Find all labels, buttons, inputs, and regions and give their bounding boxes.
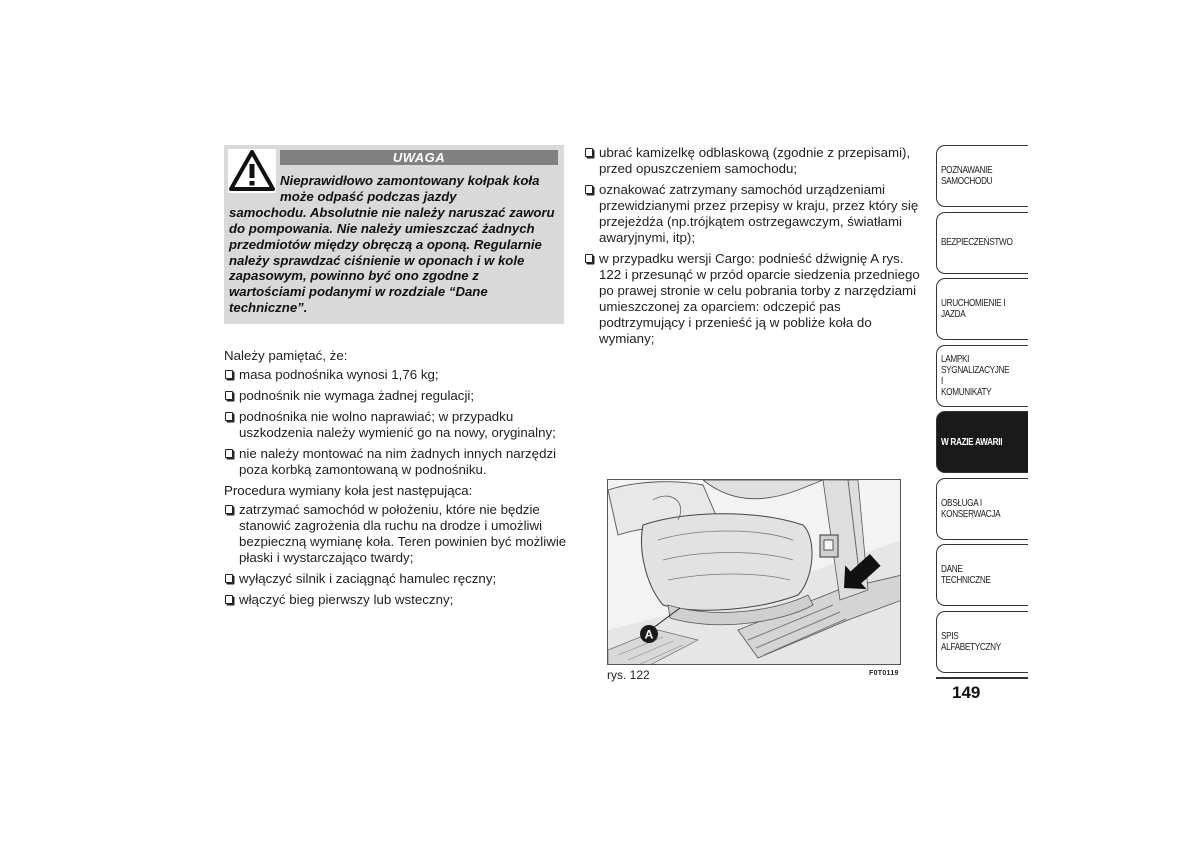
left-column xyxy=(224,348,569,613)
tab-poznawanie-samochodu[interactable]: POZNAWANIE SAMOCHODU xyxy=(936,145,1028,207)
checkbox-bullet-icon xyxy=(585,148,593,157)
checkbox-bullet-icon xyxy=(585,254,593,263)
checkbox-bullet-icon xyxy=(585,185,593,194)
checkbox-bullet-icon xyxy=(225,412,233,421)
warning-box xyxy=(224,145,564,324)
checkbox-bullet-icon xyxy=(225,449,233,458)
checkbox-bullet-icon xyxy=(225,391,233,400)
figure-marker-a: A xyxy=(644,627,654,642)
list-item: nie należy montować na nim żadnych innych narzędzi poza korbką zamontowaną w podnośniku. xyxy=(224,446,569,478)
right-column xyxy=(584,145,924,352)
list-item: wyłączyć silnik i zaciągnąć hamulec ręczny; xyxy=(224,571,569,587)
chapter-tabs xyxy=(936,145,1028,677)
tab-spis-alfabetyczny[interactable]: SPIS ALFABETYCZNY xyxy=(936,611,1028,673)
warning-text-main: samochodu. Absolutnie nie należy naruszać zaworu do pompowania. Nie należy umieszczać żadnych przedmiotów między obręczą a oponą. Regularnie należy sprawdzać ciśnienie w oponach i w kole zapasowym, powinno być ono zgodne z wartościami podanymi w rozdziale “Dane techniczne”. xyxy=(229,204,555,316)
list-item: ubrać kamizelkę odblaskową (zgodnie z przepisami), przed opuszczeniem samochodu; xyxy=(584,145,924,177)
list-item: podnośnika nie wolno naprawiać; w przypadku uszkodzenia należy wymienić go na nowy, oryginalny; xyxy=(224,409,569,441)
warning-text-indented: Nieprawidłowo zamontowany kołpak koła może odpaść podczas jazdy xyxy=(280,173,540,204)
warning-text xyxy=(229,173,555,316)
list-item: oznakować zatrzymany samochód urządzeniami przewidzianymi przez przepisy w kraju, przez który się przejeżdża (np.trójkątem ostrzegawczym, światłami awaryjnymi, itp); xyxy=(584,182,924,246)
tab-bezpieczenstwo[interactable]: BEZPIECZEŃSTWO xyxy=(936,212,1028,274)
checkbox-bullet-icon xyxy=(225,370,233,379)
procedure-text: Procedura wymiany koła jest następująca: xyxy=(224,483,473,498)
list-item: masa podnośnika wynosi 1,76 kg; xyxy=(224,367,569,383)
tab-lampki-sygnalizacyjne[interactable]: LAMPKI SYGNALIZACYJNE I KOMUNIKATY xyxy=(936,345,1028,407)
tab-obsluga-i-konserwacja[interactable]: OBSŁUGA I KONSERWACJA xyxy=(936,478,1028,540)
list-item: podnośnik nie wymaga żadnej regulacji; xyxy=(224,388,569,404)
list-item: w przypadku wersji Cargo: podnieść dźwignię A rys. 122 i przesunąć w przód oparcie siedzenia przedniego po prawej stronie w celu pobrania torby z narzędziami umieszczonej za oparciem: odczepić pas podtrzymujący i przenieść ją w pobliże koła do wymiany; xyxy=(584,251,924,347)
list-item: włączyć bieg pierwszy lub wsteczny; xyxy=(224,592,569,608)
list-item: zatrzymać samochód w położeniu, które nie będzie stanowić zagrożenia dla ruchu na drodze i umożliwi bezpieczną wymianę koła. Teren powinien być możliwie płaski i wystarczająco twardy; xyxy=(224,502,569,566)
figure-caption: rys. 122 xyxy=(607,668,650,682)
checkbox-bullet-icon xyxy=(225,595,233,604)
tab-uruchomienie-i-jazda[interactable]: URUCHOMIENIE I JAZDA xyxy=(936,278,1028,340)
page-number: 149 xyxy=(952,683,981,702)
warning-title: UWAGA xyxy=(280,150,558,165)
seat-illustration xyxy=(607,479,901,665)
tab-w-razie-awarii[interactable]: W RAZIE AWARII xyxy=(936,411,1028,473)
page-number-rule xyxy=(936,677,1028,679)
figure-code: F0T0119 xyxy=(869,670,899,677)
checkbox-bullet-icon xyxy=(225,574,233,583)
intro-text: Należy pamiętać, że: xyxy=(224,348,348,363)
tab-dane-techniczne[interactable]: DANE TECHNICZNE xyxy=(936,544,1028,606)
checkbox-bullet-icon xyxy=(225,505,233,514)
